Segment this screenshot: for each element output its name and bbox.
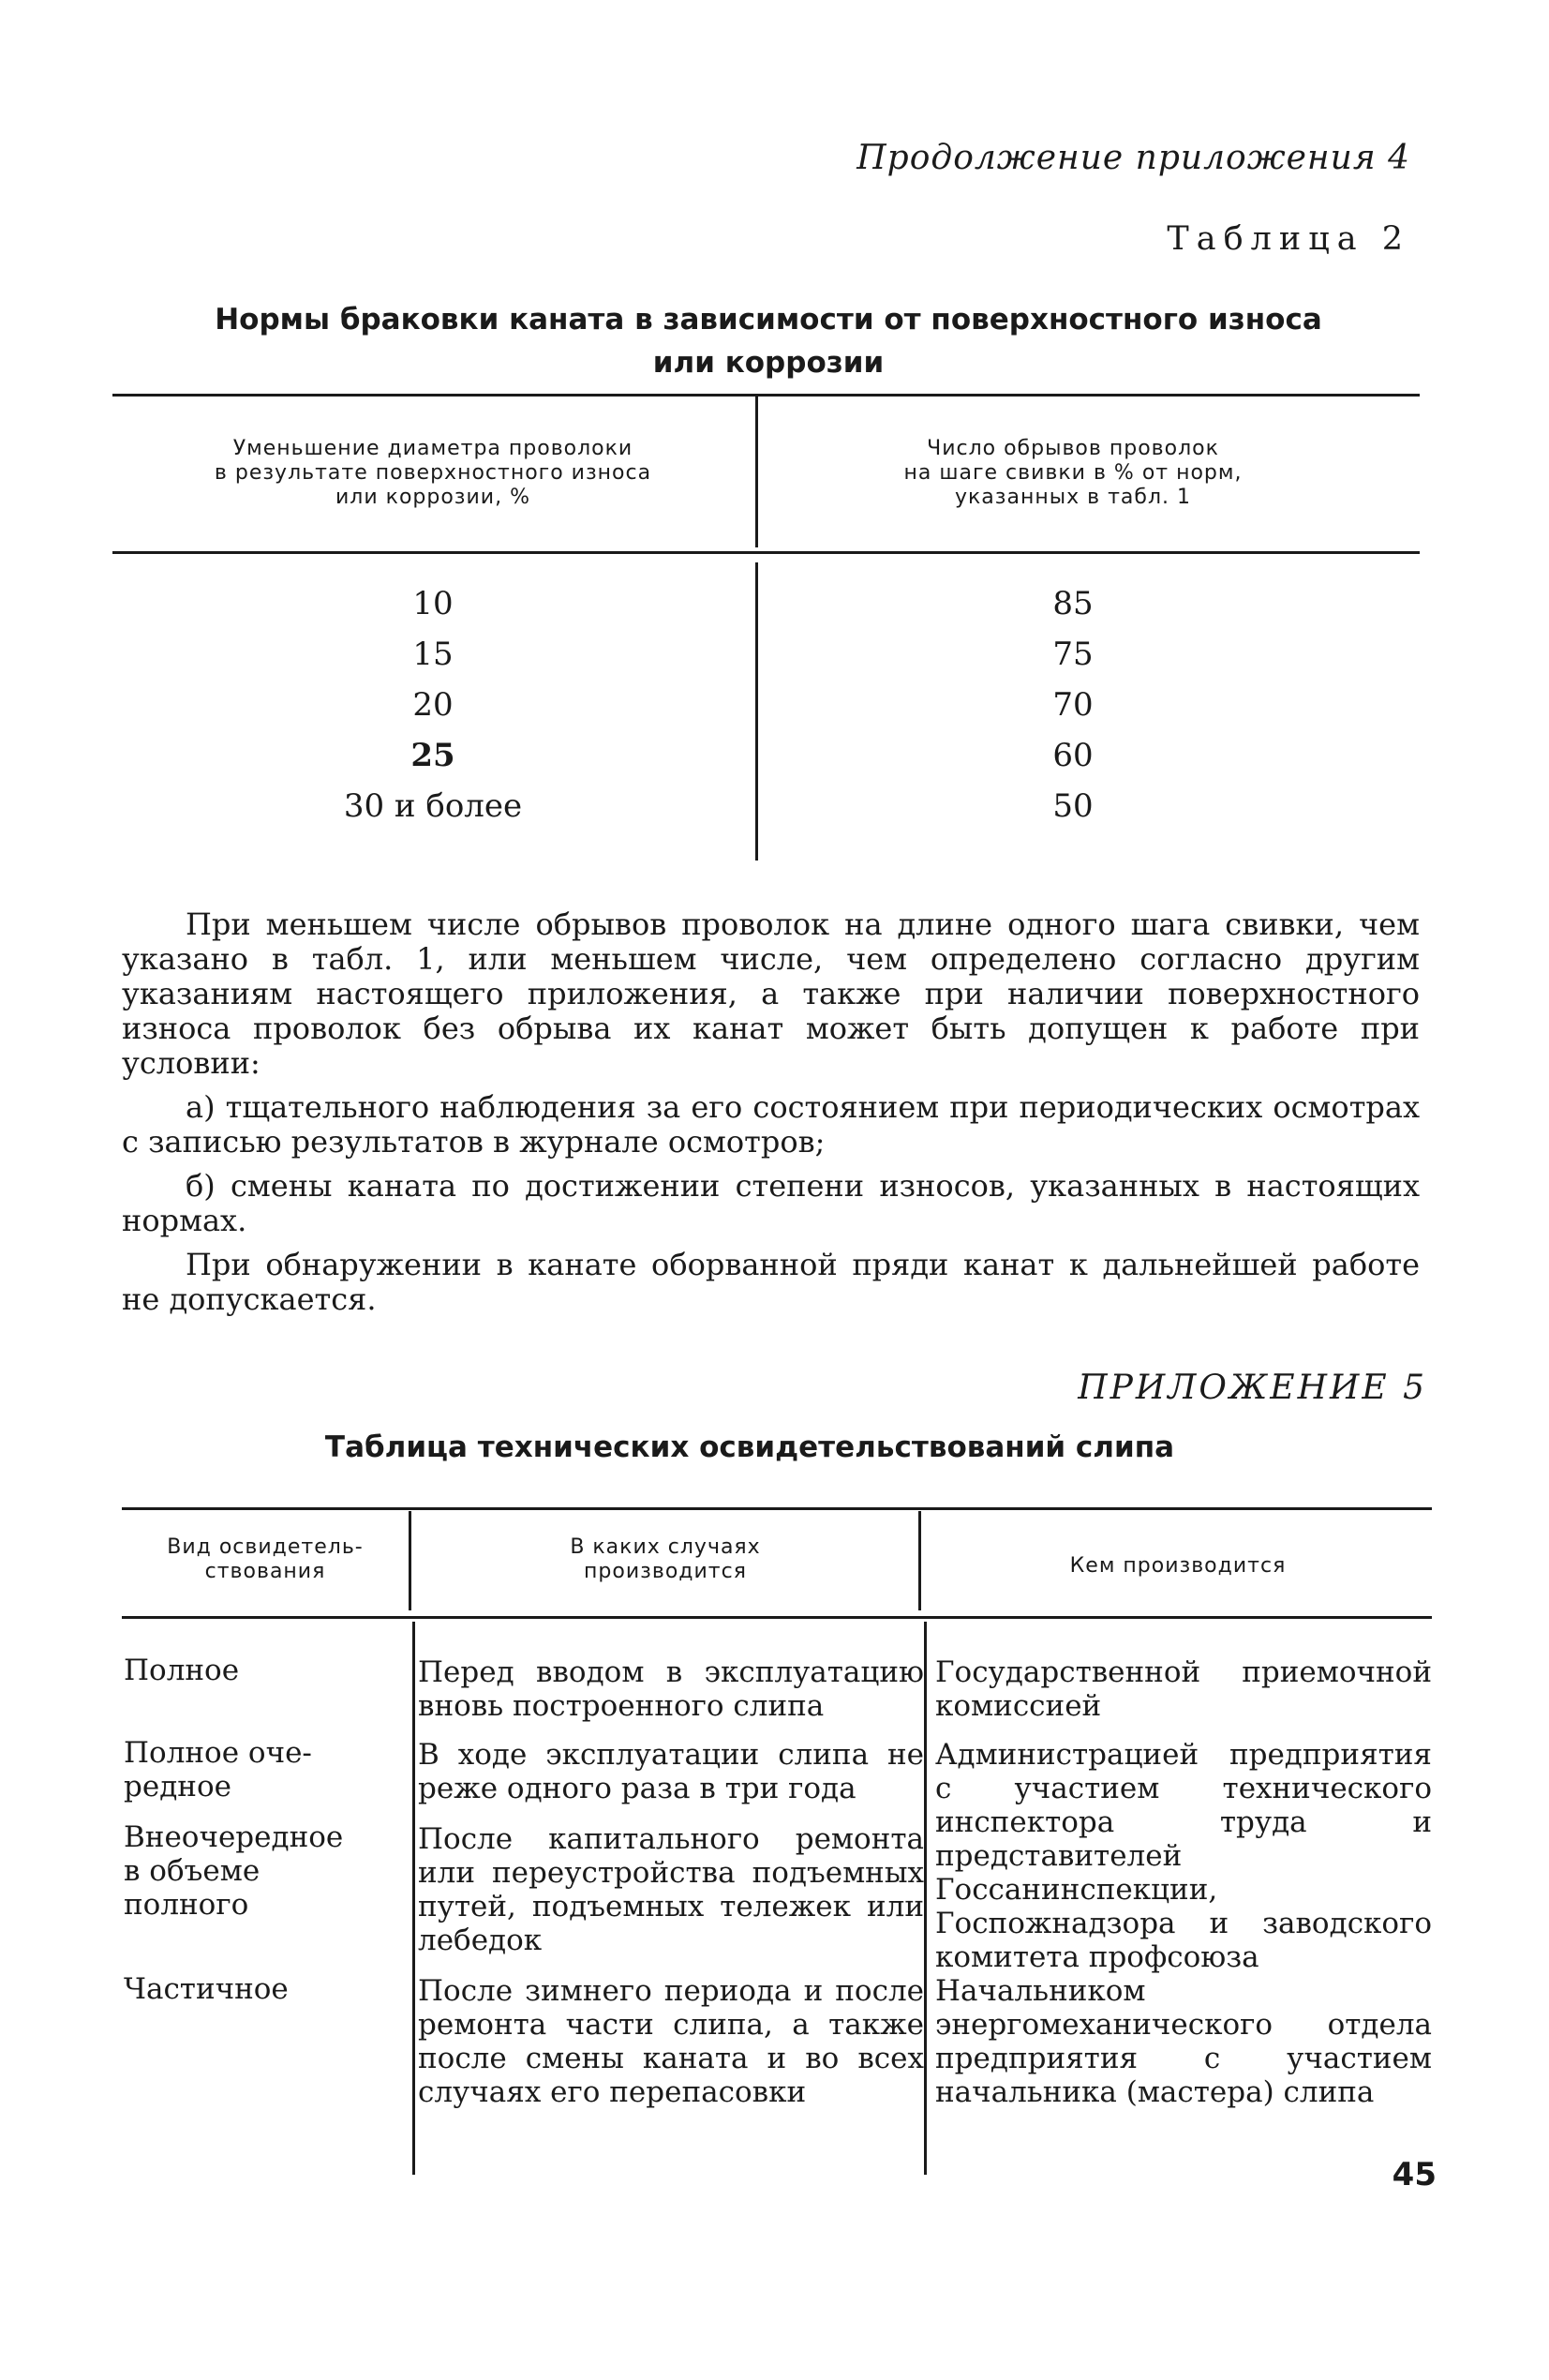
table5-col1-header-line: ствования	[204, 1560, 326, 1583]
table-cell: 70	[1052, 686, 1094, 724]
table2-col1-header-line: в результате поверхностного износа	[214, 461, 652, 485]
table2-col2-header-line: Число обрывов проволок	[927, 437, 1219, 460]
table-cell: В ходе эксплуатации слипа не реже одного раза в три года	[418, 1738, 924, 1805]
table-cell: Полное оче-редное	[124, 1736, 312, 1804]
table-cell: После капитального ремонта или переустройства подъемных путей, подъемных тележек или лебедок	[418, 1822, 924, 1957]
table2-breaks-column	[759, 578, 1387, 831]
table5-col3-header: Кем производится	[1069, 1554, 1287, 1578]
table5-top-rule	[122, 1507, 1432, 1510]
table2-col2-header-line: указанных в табл. 1	[955, 486, 1191, 509]
appendix5-title: ПРИЛОЖЕНИЕ 5	[1078, 1369, 1427, 1407]
paragraph: б) смены каната по достижении степени износов, указанных в настоящих нормах.	[122, 1168, 1420, 1238]
table-cell: 85	[1052, 585, 1094, 622]
table2-title-line1: Нормы браковки каната в зависимости от поверхностного износа	[215, 303, 1322, 337]
table2-col1-header	[114, 437, 752, 510]
table5-title: Таблица технических освидетельствований слипа	[324, 1430, 1175, 1464]
table2-col2-header	[759, 437, 1387, 510]
paragraph: а) тщательного наблюдения за его состоянием при периодических осмотрах с записью результатов в журнале осмотров;	[122, 1089, 1420, 1160]
table2-header-rule	[112, 551, 1420, 554]
table-cell: 30 и более	[343, 787, 523, 825]
paragraph: При обнаружении в канате оборванной пряди канат к дальнейшей работе не допускается.	[122, 1247, 1420, 1317]
table5-header-divider	[409, 1511, 411, 1610]
table2-col1-header-line: или коррозии, %	[335, 486, 530, 509]
continuation-title: Продолжение приложения 4	[856, 139, 1410, 177]
table-cell: 50	[1052, 787, 1094, 825]
paragraph: При меньшем числе обрывов проволок на длине одного шага свивки, чем указано в табл. 1, или меньшем числе, чем определено согласно другим указаниям настоящего приложения, а также при наличии поверхностного износа проволок без обрыва их канат может быть допущен к работе при условии:	[122, 906, 1420, 1081]
table2-reduction-column	[114, 578, 752, 831]
table2-col1-header-line: Уменьшение диаметра проволоки	[232, 437, 633, 460]
table5-col2-header-line: В каких случаях	[570, 1535, 761, 1559]
table5-header-divider	[918, 1511, 921, 1610]
table-cell: Частичное	[124, 1972, 289, 2006]
table2-body-divider	[755, 562, 758, 861]
table-cell: 25	[410, 737, 455, 774]
table2-header-divider	[755, 396, 758, 547]
table-cell: 60	[1052, 737, 1094, 774]
table-cell: Внеочередное в объеме полного	[124, 1820, 344, 1922]
table5-body-divider	[412, 1622, 415, 2175]
table-cell: 75	[1052, 636, 1094, 673]
table-cell: Администрацией предприятия с участием технического инспектора труда и представителей Госсанинспекции, Госпожнадзора и заводского комитета профсоюза	[935, 1738, 1432, 1974]
table-number-label: Таблица 2	[1167, 220, 1410, 258]
table-cell: Перед вводом в эксплуатацию вновь построенного слипа	[418, 1655, 924, 1723]
table-cell: После зимнего периода и после ремонта части слипа, а также после смены каната и во всех случаях его перепасовки	[418, 1974, 924, 2109]
table-cell: 10	[412, 585, 454, 622]
table5-col2-header	[412, 1535, 918, 1584]
table2-title-line2: или коррозии	[652, 346, 885, 380]
table-cell: Государственной приемочной комиссией	[935, 1655, 1432, 1723]
table5-col1-header-line: Вид освидетель-	[167, 1535, 364, 1559]
table2-top-rule	[112, 394, 1420, 397]
table-cell: Полное	[124, 1654, 240, 1687]
body-text	[122, 907, 1420, 1317]
table-cell: 15	[412, 636, 454, 673]
table-cell: Начальником энергомеханического отдела предприятия с участием начальника (мастера) слипа	[935, 1974, 1432, 2109]
table5-col2-header-line: производится	[584, 1560, 747, 1583]
table2-title	[187, 298, 1349, 384]
table2-col2-header-line: на шаге свивки в % от норм,	[903, 461, 1243, 485]
table5-col1-header	[122, 1535, 409, 1584]
table5-body-divider	[924, 1622, 927, 2175]
table5-header-rule	[122, 1616, 1432, 1619]
page-number: 45	[1392, 2156, 1437, 2193]
table-cell: 20	[412, 686, 454, 724]
